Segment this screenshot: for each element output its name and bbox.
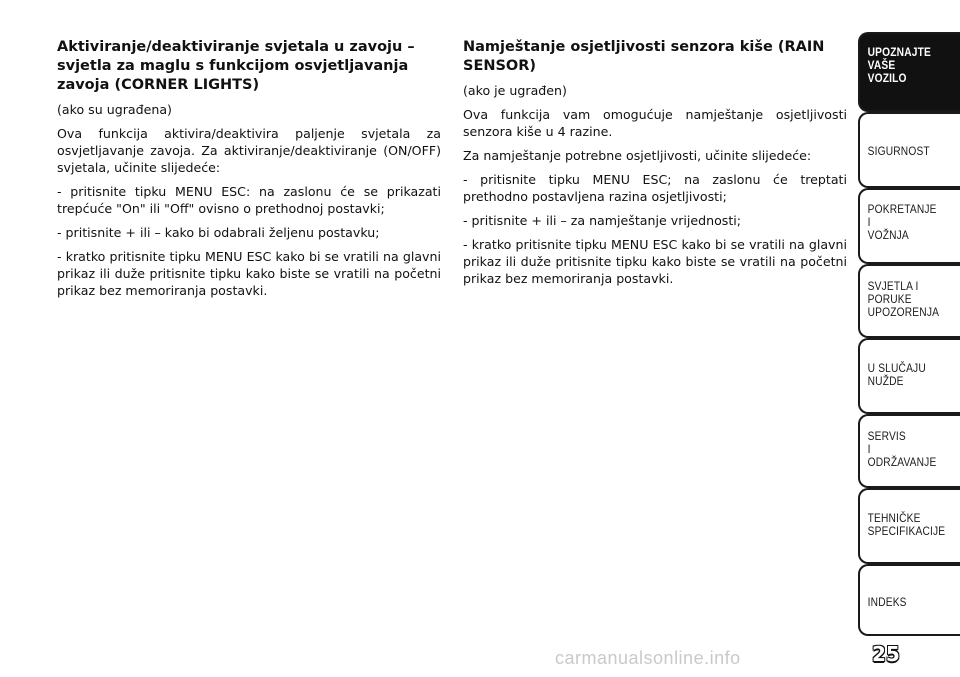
tab-servis-i-odrzavanje[interactable]	[858, 414, 960, 488]
tab-upoznajte-vase-vozilo[interactable]	[858, 32, 960, 112]
tab-label: SIGURNOST	[867, 144, 930, 158]
tab-label: U SLUČAJU NUŽDE	[867, 361, 926, 388]
watermark-text: carmanualsonline.info	[555, 648, 741, 668]
tab-u-slucaju-nuzde[interactable]	[858, 338, 960, 414]
right-paragraph: - pritisnite + ili – za namještanje vrijednosti;	[463, 213, 742, 228]
tab-label: SVJETLA I PORUKE UPOZORENJA	[867, 279, 940, 319]
tab-pokretanje-i-voznja[interactable]	[858, 188, 960, 264]
right-paragraph: - kratko pritisnite tipku MENU ESC kako bi se vratili na glavni prikaz ili duže pritisnite tipku kako biste se vratili na početni prikaz bez memoriranja postavki.	[463, 237, 847, 286]
left-paragraph: (ako su ugrađena)	[57, 102, 172, 117]
right-paragraph: - pritisnite tipku MENU ESC; na zaslonu će treptati prethodno postavljena razina osjetljivosti;	[463, 172, 847, 204]
tab-label: SERVIS I ODRŽAVANJE	[867, 429, 937, 469]
tab-label: UPOZNAJTE VAŠE VOZILO	[867, 45, 931, 85]
right-paragraph: Ova funkcija vam omogućuje namještanje osjetljivosti senzora kiše u 4 razine.	[463, 107, 847, 139]
page-number: 25	[872, 642, 900, 666]
tab-label: TEHNIČKE SPECIFIKACIJE	[867, 511, 946, 538]
tab-tehnicke-specifikacije[interactable]	[858, 488, 960, 564]
tab-sigurnost[interactable]	[858, 112, 960, 188]
right-column	[463, 38, 847, 294]
tab-label: INDEKS	[867, 595, 907, 609]
left-paragraph: - pritisnite + ili – kako bi odabrali željenu postavku;	[57, 225, 380, 240]
tab-svjetla-i-poruke-upozorenja[interactable]	[858, 264, 960, 338]
left-paragraph: - kratko pritisnite tipku MENU ESC kako bi se vratili na glavni prikaz ili duže pritisnite tipku kako biste se vratili na početni prikaz bez memoriranja postavki.	[57, 249, 441, 298]
right-paragraph: Za namještanje potrebne osjetljivosti, učinite slijedeće:	[463, 148, 812, 163]
left-paragraph: Ova funkcija aktivira/deaktivira paljenje svjetala za osvjetljavanje zavoja. Za aktiviranje/deaktiviranje (ON/OFF) svjetala, učinite slijedeće:	[57, 126, 441, 175]
chapter-nav	[858, 32, 960, 636]
tab-label: POKRETANJE I VOŽNJA	[867, 202, 937, 242]
tab-indeks[interactable]	[858, 564, 960, 636]
right-paragraph: (ako je ugrađen)	[463, 83, 567, 98]
right-section-title: Namještanje osjetljivosti senzora kiše (RAIN SENSOR)	[463, 39, 825, 74]
left-section-title: Aktiviranje/deaktiviranje svjetala u zavoju – svjetla za maglu s funkcijom osvjetljavanja zavoja (CORNER LIGHTS)	[57, 39, 415, 93]
left-paragraph: - pritisnite tipku MENU ESC: na zaslonu će se prikazati trepćuće "On" ili "Off" ovisno o prethodnoj postavki;	[57, 184, 441, 216]
left-column	[57, 38, 441, 306]
